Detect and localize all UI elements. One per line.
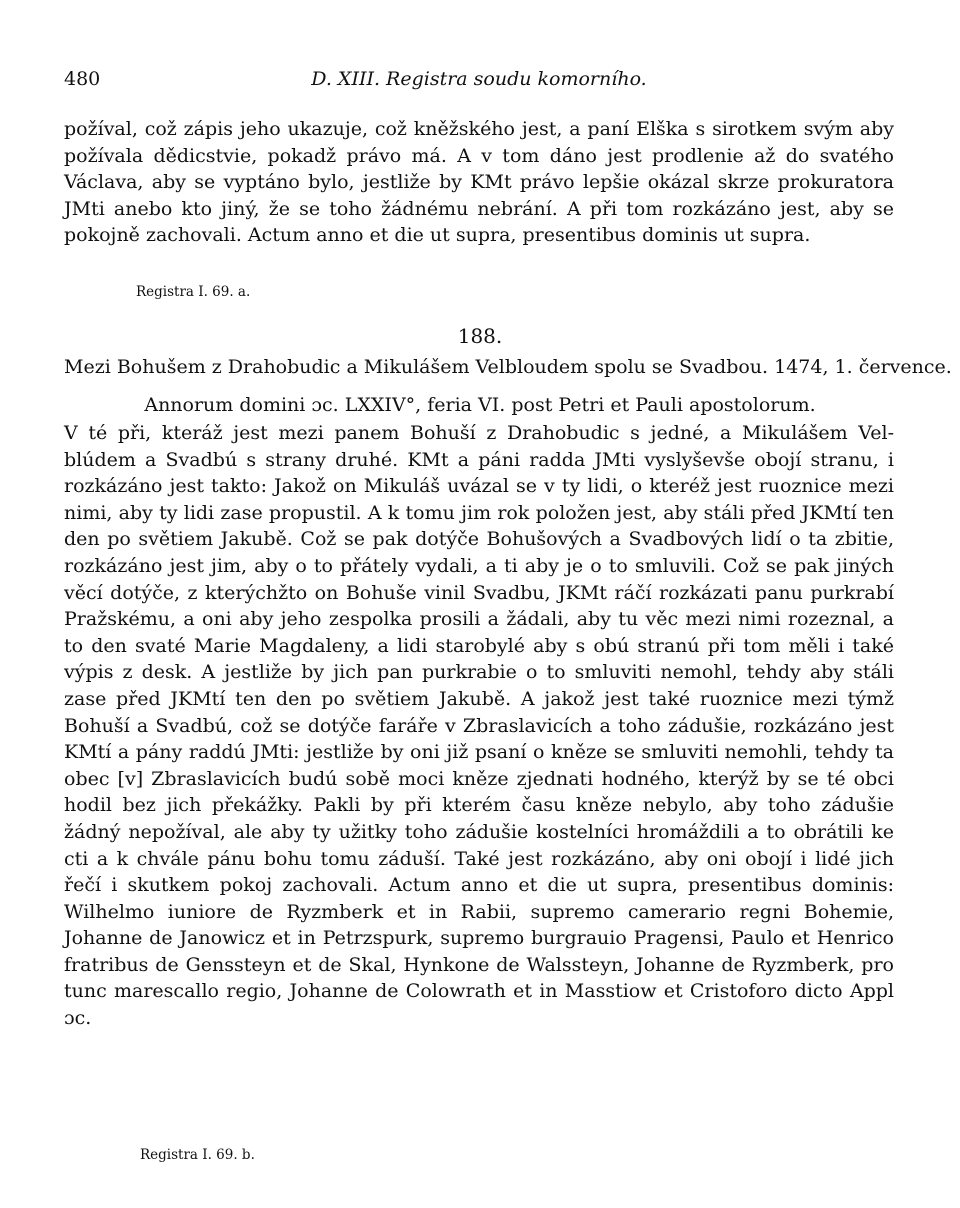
document-number: 188.	[457, 324, 503, 348]
document-187-text-block	[64, 116, 894, 249]
document-188-regest: Mezi Bohušem z Drahobudic a Mikulášem Velbloudem spolu se Svadbou. 1474, 1. července.	[64, 356, 952, 378]
document-188-text: V té při, kteráž jest mezi panem Bohuší z Drahobudic s jedné, a Mikulášem Velblúdem a Svadbú s strany druhé. KMt a páni radda JMti vyslyševše obojí stranu, i rozkázáno jest takto: Jakož on Mikuláš uvázal se v ty lidi, o kteréž jest ruoznice mezi nimi, aby ty lidi zase propustil. A k tomu jim rok položen jest, aby stáli před JKMtí ten den po světiem Jakubě. Což se pak dotýče Bohušových a Svadbových lidí o ta zbitie, rozkázáno jest jim, aby o to přátely vydali, a ti aby je o to smluvili. Což se pak jiných věcí dotýče, z kterýchžto on Bohuše vinil Svadbu, JKMt ráčí rozkázati panu purkrabí Pražskému, a oni aby jeho zespolka prosili a žádali, aby tu věc mezi nimi rozeznal, a to den svaté Marie Magdaleny, a lidi starobylé aby s obú stranú při tom měli i také výpis z desk. A jestliže by jich pan purkrabie o to smluviti nemohl, tehdy aby stáli zase před JKMtí ten den po světiem Jakubě. A jakož jest také ruoznice mezi týmž Bohuší a Svadbú, což se dotýče faráře v Zbraslavicích a toho zádušie, rozkázáno jest KMtí a pány raddú JMti: jestliže by oni již psaní o kněze se smluviti nemohli, tehdy ta obec [v] Zbraslavicích budú sobě moci kněze zjednati hodného, kterýž by se té obci hodil bez jich překážky. Pakli by při kterém času kněze nebylo, aby toho zádušie žádný nepožíval, ale aby ty užitky toho zádušie kostelníci hromáždili a to obrátili ke cti a k chvále pánu bohu tomu záduší. Také jest rozkázáno, aby oni obojí i lidé jich řečí i skutkem pokoj zachovali. Actum anno et die ut supra, presentibus dominis: Wilhelmo iuniore de Ryzmberk et in Rabii, supremo camerario regni Bohemie, Johanne de Janowicz et in Petrzspurk, supremo burgrauio Pragensi, Paulo et Henrico fratribus de Genssteyn et de Skal, Hynkone de Walssteyn, Johanne de Ryzmberk, pro tunc marescallo regio, Johanne de Colowrath et in Masstiow et Cristoforo dicto Appl ɔc.	[64, 422, 894, 1030]
document-188-incipit: Annorum domini ɔc. LXXIV°, feria VI. post Petri et Pauli apostolorum.	[144, 394, 816, 416]
document-188-regest-block	[64, 356, 952, 378]
running-title: D. XIII. Registra soudu komorního.	[311, 68, 647, 90]
document-188-source: Registra I. 69. b.	[140, 1147, 255, 1163]
running-head	[64, 68, 894, 98]
document-188-text-block	[64, 420, 894, 1032]
document-187-text: požíval, což zápis jeho ukazuje, což kněžského jest, a paní Elška s sirotkem svým aby požívala dědicstvie, pokadž právo má. A v tom dáno jest prodlenie až do svatého Václava, aby se vyptáno bylo, jestliže by KMt právo lepšie okázal skrze prokuratora JMti anebo kto jiný, že se toho žádnému nebrání. A při tom rozkázáno jest, aby se pokojně zachovali. Actum anno et die ut supra, presentibus dominis ut supra.	[64, 118, 894, 247]
page-number: 480	[64, 68, 101, 90]
document-187-source: Registra I. 69. a.	[136, 284, 251, 300]
